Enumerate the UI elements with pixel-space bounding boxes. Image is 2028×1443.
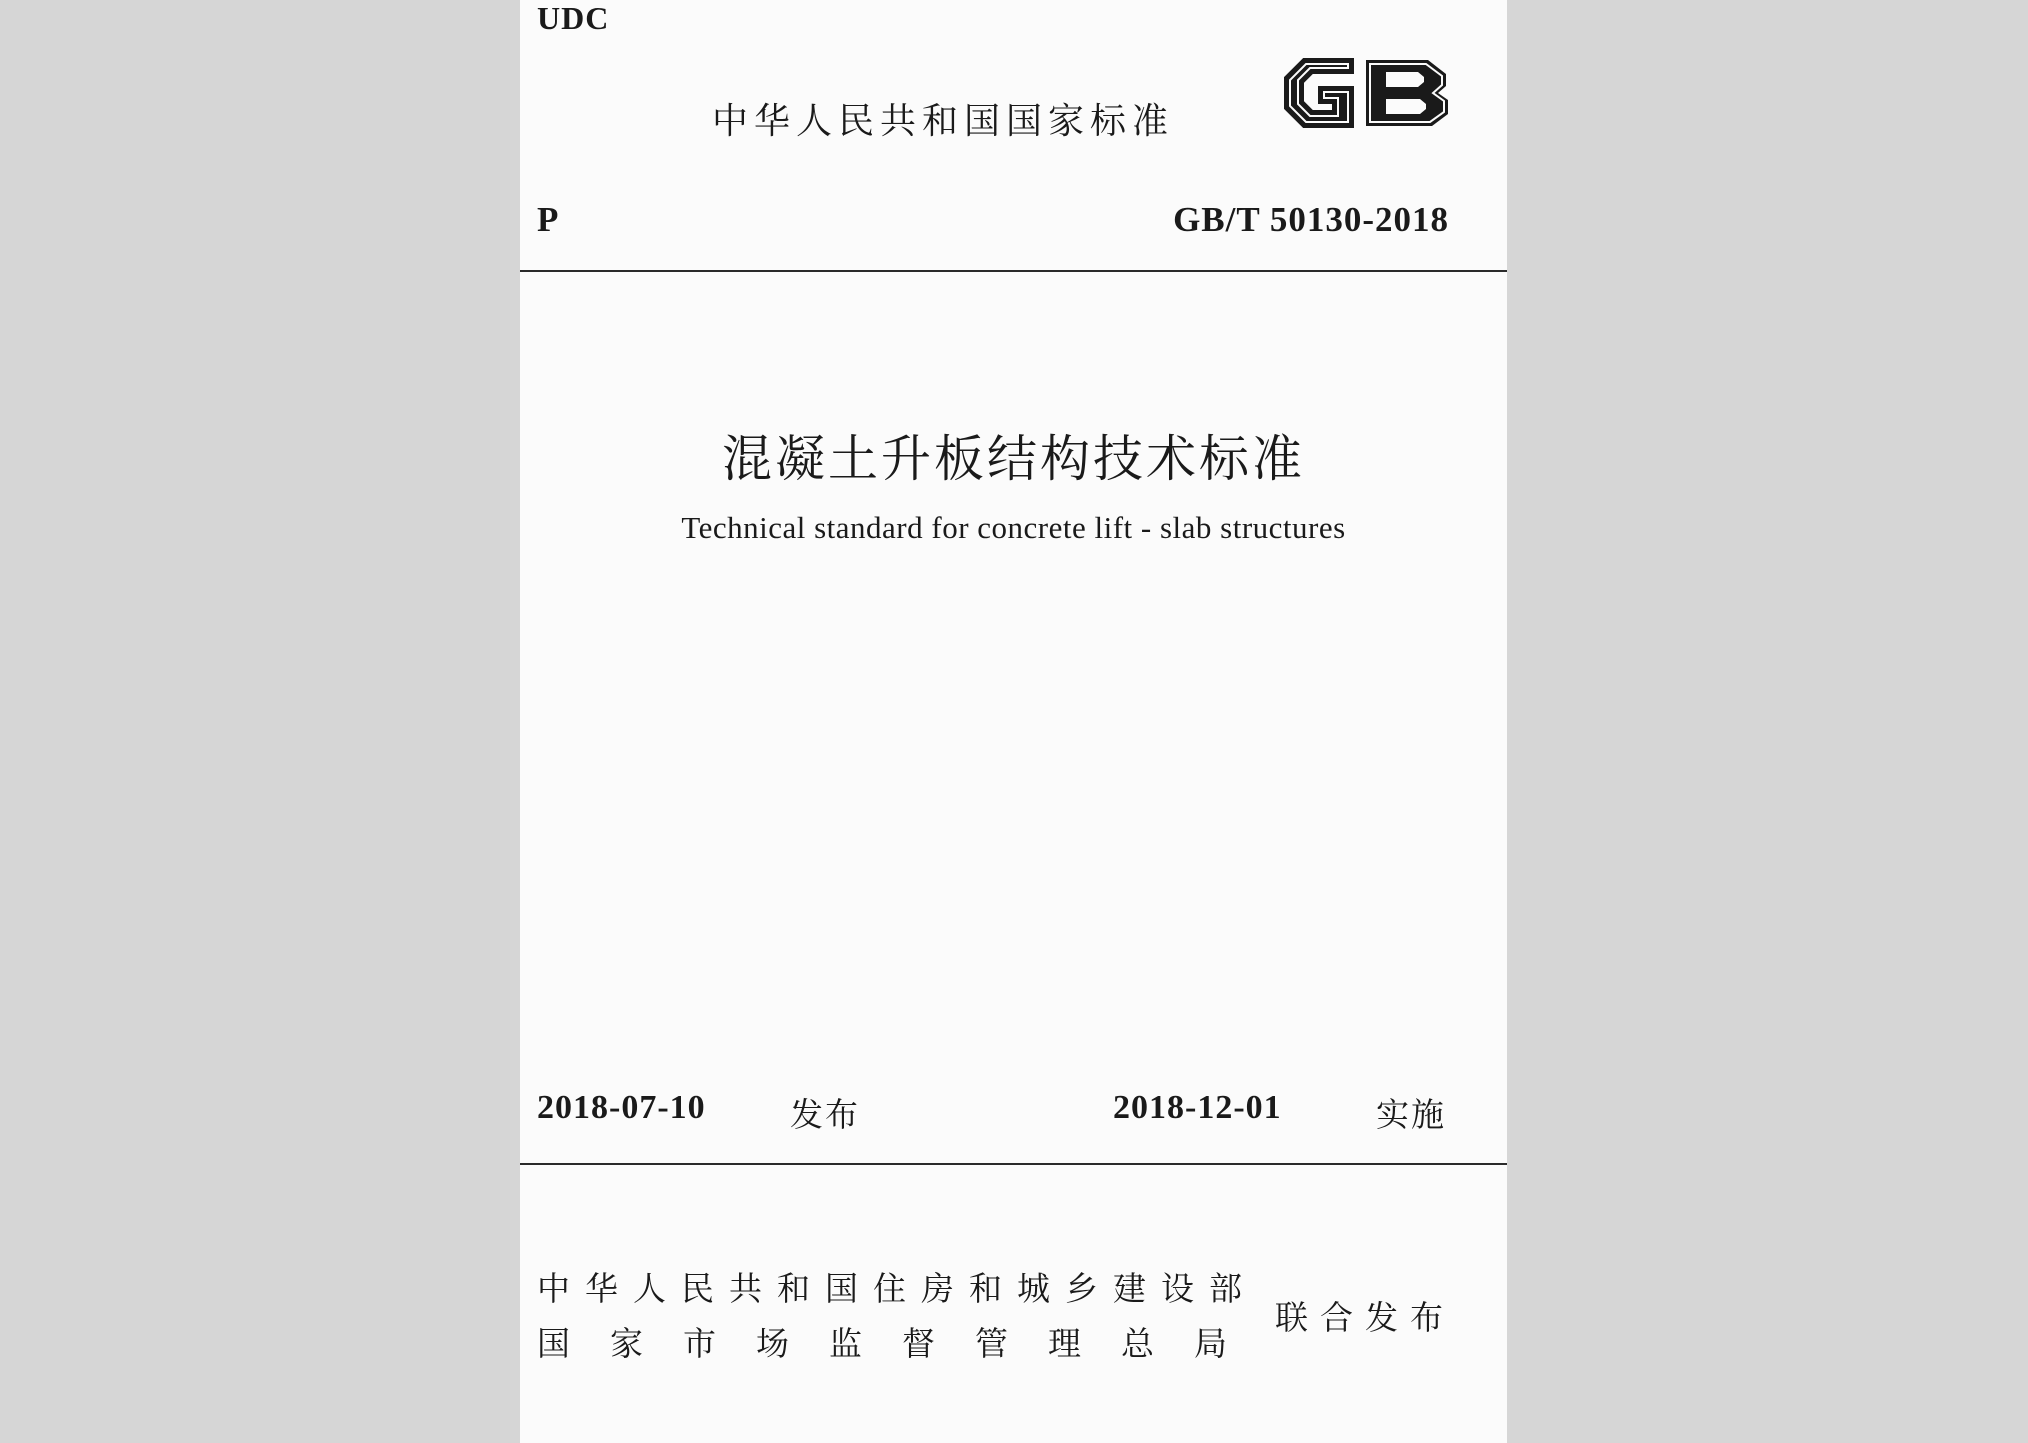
cover-page	[520, 0, 1507, 1443]
gb-logo-icon	[1268, 42, 1468, 140]
issue-date: 2018-07-10	[537, 1089, 706, 1126]
bottom-divider	[520, 1163, 1507, 1165]
effective-label: 实施	[1376, 1095, 1446, 1134]
joint-publish-label: 联合发布	[1275, 1298, 1455, 1337]
title-chinese: 混凝土升板结构技术标准	[722, 430, 1305, 488]
category-code: P	[537, 200, 559, 239]
issue-label: 发布	[790, 1095, 860, 1134]
standard-number: GB/T 50130-2018	[1173, 200, 1449, 239]
title-english: Technical standard for concrete lift - slab structures	[681, 510, 1346, 545]
issuer-administration: 国家市场监督管理总局	[537, 1324, 1267, 1363]
effective-date: 2018-12-01	[1113, 1089, 1282, 1126]
udc-label: UDC	[537, 0, 610, 36]
top-divider	[520, 270, 1507, 272]
country-standard-heading: 中华人民共和国国家标准	[712, 101, 1175, 142]
issuer-ministry: 中华人民共和国住房和城乡建设部	[537, 1269, 1257, 1308]
